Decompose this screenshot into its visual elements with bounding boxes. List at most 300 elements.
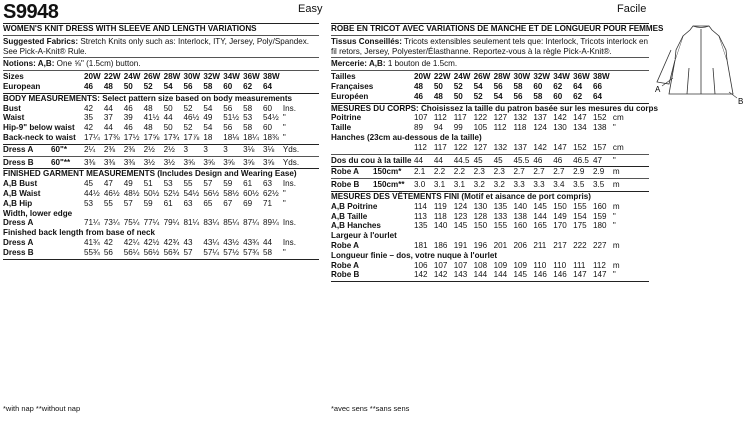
cell: 150 [473, 221, 488, 231]
cell: 46 [533, 155, 543, 165]
cell: 50 [163, 103, 173, 113]
cell: 2.3 [493, 167, 505, 177]
section-title: FINISHED GARMENT MEASUREMENTS (Includes Design and Wearing Ease) [3, 169, 297, 179]
row-values [84, 218, 283, 228]
cell: 2¼ [84, 144, 96, 154]
row-values [84, 72, 283, 82]
cell: 46½ [183, 113, 200, 123]
cell: 43 [183, 237, 193, 247]
cell: 144 [533, 211, 547, 221]
cell: 3 [203, 144, 208, 154]
cell: 142 [433, 270, 448, 280]
row-values [414, 92, 613, 102]
table-row [3, 218, 319, 228]
cell: 64 [263, 81, 273, 91]
length-label: Longueur finie – dos, votre nuque à l'ourlet [331, 250, 498, 260]
cell: 54½ [183, 188, 200, 198]
cell: 79¼ [163, 218, 180, 228]
cell: 50 [433, 81, 443, 91]
cell: 3 [223, 144, 228, 154]
cell: 3⅜ [123, 157, 136, 167]
section-title: ROBE EN TRICOT AVEC VARIATIONS DE MANCHE ET DE LONGUEUR POUR FEMMES [331, 24, 664, 33]
europeen-row [331, 92, 649, 102]
cell: 61 [163, 198, 173, 208]
row-label: Taille [331, 123, 352, 133]
cell: 145 [453, 221, 468, 231]
difficulty-fr: Facile [617, 3, 647, 15]
rule [3, 156, 319, 157]
table-row [3, 179, 319, 189]
cell: 56¾ [163, 247, 180, 257]
cell: 58½ [223, 188, 239, 198]
cell: 160 [593, 201, 607, 211]
cell: 52 [183, 103, 193, 113]
cell: 3.5 [573, 180, 585, 190]
cell: 134 [573, 123, 587, 133]
cell: 3.3 [513, 180, 525, 190]
unit: m [612, 180, 620, 190]
cell: 122 [453, 142, 468, 152]
cell: 58 [203, 81, 213, 91]
cell: 3 [183, 144, 188, 154]
row-values [414, 261, 613, 271]
table-row [3, 199, 319, 209]
unit: Ins. [282, 218, 296, 228]
cell: 118 [513, 123, 527, 133]
table-row [3, 113, 319, 123]
cell: 147 [553, 142, 567, 152]
rule [3, 57, 319, 58]
row-values [414, 113, 613, 123]
cell: 44.5 [453, 155, 470, 165]
unit: Ins. [282, 237, 296, 247]
cell: 3⅝ [203, 157, 215, 167]
cell: 54½ [263, 113, 279, 123]
cell: 2⅜ [123, 144, 136, 154]
cell: 3⅛ [263, 144, 275, 154]
row-label: Robe B [331, 270, 360, 280]
cell: 46 [553, 155, 563, 165]
row-values [84, 238, 283, 248]
cell: 48½ [123, 188, 140, 198]
cell: 56 [493, 81, 503, 91]
cell: 42½ [143, 237, 160, 247]
cell: 44 [433, 155, 443, 165]
cell: 45 [473, 155, 483, 165]
cell: 46 [84, 81, 94, 91]
row-label: A,B Poitrine [331, 201, 378, 211]
diagram-label-b: B [738, 97, 744, 106]
garment-back-view-diagram [653, 20, 749, 108]
cell: 142 [553, 113, 567, 123]
width-label: Width, lower edge [3, 208, 73, 218]
cell: 22W [103, 72, 121, 82]
table-row [331, 270, 649, 280]
cell: 50 [123, 81, 133, 91]
cell: 46½ [103, 188, 120, 198]
cell: 60 [553, 91, 563, 101]
table-row [3, 238, 319, 248]
rule [331, 35, 649, 36]
french-column [331, 22, 664, 282]
fabric-width: 150cm* [373, 167, 402, 177]
row-values [414, 270, 613, 280]
cell: 58 [513, 81, 523, 91]
cell: 53 [84, 198, 94, 208]
cell: 3⅝ [263, 157, 275, 167]
row-values [84, 189, 283, 199]
fabrics-text: Stretch Knits only such as: Interlock, ITY, Jersey, Poly/Spandex. See Pick-A-Knit® Rule. [3, 36, 310, 56]
cell: 2.7 [513, 167, 525, 177]
table-row [331, 241, 649, 251]
table-row [331, 221, 649, 231]
cell: 42¼ [123, 237, 140, 247]
cell: 137 [513, 142, 527, 152]
cell: 50 [453, 91, 463, 101]
cell: 44½ [84, 188, 100, 198]
cell: 2⅜ [103, 144, 116, 154]
cell: 56 [223, 123, 233, 133]
cell: 155 [573, 201, 587, 211]
cell: 57 [123, 198, 133, 208]
row-label: A,B Bust [3, 179, 38, 189]
cell: 157 [593, 142, 607, 152]
width-label: Largeur à l'ourlet [331, 231, 397, 241]
tailles-row [331, 72, 649, 82]
cell: 150 [553, 201, 567, 211]
cell: 71 [263, 198, 273, 208]
table-row [331, 180, 649, 190]
cell: 17⅜ [103, 132, 120, 142]
cell: 3⅜ [84, 157, 96, 167]
cell: 201 [493, 240, 508, 250]
cell: 2.1 [414, 167, 426, 177]
cell: 64 [593, 91, 603, 101]
cell: 60 [223, 81, 233, 91]
cell: 43¼ [203, 237, 220, 247]
unit: " [612, 123, 616, 133]
row-label: A,B Taille [331, 211, 368, 221]
cell: 130 [553, 123, 567, 133]
cell: 109 [513, 260, 527, 270]
unit: Yds. [282, 144, 300, 154]
cell: 44 [263, 237, 273, 247]
unit: " [282, 247, 286, 257]
cell: 28W [163, 72, 181, 82]
rule [331, 178, 649, 179]
unit: " [612, 221, 616, 231]
cell: 55 [103, 198, 113, 208]
row-label: European [3, 81, 41, 91]
cell: 2½ [143, 144, 155, 154]
cell: 110 [533, 260, 547, 270]
cell: 159 [593, 211, 607, 221]
table-row [331, 167, 649, 177]
row-values [84, 82, 283, 92]
cell: 46 [123, 103, 133, 113]
cell: 42 [103, 237, 113, 247]
cell: 127 [493, 113, 508, 123]
cell: 106 [414, 260, 428, 270]
cell: 50 [163, 123, 173, 133]
diagram-label-a: A [655, 85, 661, 94]
cell: 60 [533, 81, 543, 91]
cell: 217 [553, 240, 567, 250]
cell: 44 [163, 113, 173, 123]
row-values [84, 248, 283, 258]
unit: " [282, 188, 286, 198]
notions [3, 59, 319, 69]
cell: 58 [243, 123, 253, 133]
cell: 145 [513, 270, 527, 280]
cell: 113 [414, 211, 427, 221]
table-row [3, 158, 319, 168]
cell: 2.7 [553, 167, 565, 177]
cell: 41½ [143, 113, 160, 123]
cell: 30W [513, 72, 531, 82]
cell: 227 [593, 240, 607, 250]
cell: 3⅝ [183, 157, 195, 167]
cell: 38W [263, 72, 280, 82]
cell: 32W [533, 72, 550, 82]
cell: 143 [453, 270, 468, 280]
row-values [84, 179, 283, 189]
cell: 105 [473, 123, 488, 133]
cell: 3.2 [493, 180, 505, 190]
length-label: Finished back length from base of neck [3, 228, 156, 238]
cell: 112 [593, 260, 606, 270]
cell: 118 [433, 211, 447, 221]
cell: 3.4 [553, 180, 565, 190]
cell: 46 [414, 91, 424, 101]
row-values [84, 133, 283, 143]
row-label: A,B Hip [3, 198, 33, 208]
table-row [3, 123, 319, 133]
table-row [3, 189, 319, 199]
unit: " [282, 123, 286, 133]
rule [3, 259, 319, 260]
cell: 17¾ [163, 132, 180, 142]
cell: 46 [123, 123, 133, 133]
cell: 18⅜ [263, 132, 279, 142]
cell: 56 [223, 103, 233, 113]
cell: 144 [493, 270, 508, 280]
row-label: Back-neck to waist [3, 132, 76, 142]
row-label: Dos du cou à la taille [331, 155, 412, 165]
table-row [3, 104, 319, 114]
table-row [331, 123, 649, 133]
cell: 69 [243, 198, 253, 208]
cell: 48 [143, 103, 153, 113]
fabrics-label: Suggested Fabrics: [3, 36, 79, 46]
cell: 35 [84, 113, 94, 123]
fabrics-label: Tissus Conseillés: [331, 36, 402, 46]
cell: 57 [183, 247, 193, 257]
cell: 60 [263, 103, 273, 113]
fabric-width: 150cm** [373, 180, 405, 190]
cell: 146 [533, 270, 547, 280]
cell: 60 [263, 123, 273, 133]
cell: 57 [203, 179, 213, 189]
european-row [3, 82, 319, 92]
cell: 43¾ [243, 237, 259, 247]
row-label: Robe B [331, 180, 360, 190]
cell: 2½ [163, 144, 175, 154]
cell: 62 [243, 81, 253, 91]
cell: 89 [414, 123, 424, 133]
cell: 3½ [143, 157, 155, 167]
cell: 138 [513, 211, 527, 221]
cell: 81¼ [183, 218, 200, 228]
cell: 45 [84, 179, 94, 189]
pattern-number: S9948 [3, 1, 59, 23]
unit: Yds. [282, 157, 300, 167]
cell: 20W [84, 72, 101, 82]
cell: 48 [414, 81, 424, 91]
cell: 110 [553, 260, 567, 270]
table-row [3, 133, 319, 143]
cell: 2.2 [433, 167, 446, 177]
row-label: Dress A [3, 237, 34, 247]
cell: 2.2 [453, 167, 466, 177]
cell: 2.9 [593, 167, 605, 177]
cell: 59 [223, 179, 233, 189]
cell: 3½ [163, 157, 175, 167]
cell: 48 [433, 91, 443, 101]
cell: 17¼ [84, 132, 100, 142]
cell: 152 [593, 113, 607, 123]
row-values [414, 180, 613, 190]
cell: 3.2 [473, 180, 485, 190]
cell: 133 [493, 211, 508, 221]
unit: " [282, 198, 286, 208]
cell: 191 [453, 240, 468, 250]
cell: 58 [263, 247, 273, 257]
notions-label: Notions: A,B: [3, 59, 55, 69]
unit: " [612, 270, 616, 280]
row-label: Tailles [331, 72, 356, 82]
cell: 47 [103, 179, 113, 189]
table-row [3, 145, 319, 155]
row-label: Waist [3, 113, 25, 123]
cell: 59 [143, 198, 153, 208]
cell: 48 [143, 123, 153, 133]
cell: 124 [533, 123, 547, 133]
cell: 56¼ [123, 247, 140, 257]
cell: 42 [84, 103, 94, 113]
cell: 117 [433, 142, 447, 152]
unit: m [612, 260, 620, 270]
row-values [84, 199, 283, 209]
row-label: Dress B [3, 247, 34, 257]
cell: 165 [533, 221, 547, 231]
table-row [331, 212, 649, 222]
unit: cm [612, 113, 624, 123]
rule [331, 281, 649, 282]
cell: 75¼ [123, 218, 140, 228]
cell: 83¼ [203, 218, 220, 228]
cell: 111 [573, 260, 586, 270]
fabric-width: 60"* [51, 144, 67, 154]
cell: 112 [414, 142, 427, 152]
difficulty-en: Easy [298, 3, 323, 15]
cell: 37 [103, 113, 113, 123]
cell: 45.5 [513, 155, 530, 165]
cell: 32W [203, 72, 220, 82]
cell: 147 [573, 270, 587, 280]
notions-text: 1 bouton de 1.5cm. [385, 59, 458, 69]
cell: 24W [123, 72, 141, 82]
cell: 49 [123, 179, 133, 189]
unit: cm [612, 142, 624, 152]
cell: 42¾ [163, 237, 180, 247]
cell: 196 [473, 240, 488, 250]
cell: 77¼ [143, 218, 160, 228]
cell: 48 [103, 81, 113, 91]
row-values [84, 158, 283, 168]
rule [331, 154, 649, 155]
unit: " [282, 132, 286, 142]
cell: 54 [473, 81, 483, 91]
fabrics-text: Tricots extensibles seulement tels que: Interlock, Tricots interlock en fil retors, Jersey, Polyester/Élasthanne. Reportez-vous à la règle Pick-A-Knit®. [331, 36, 649, 56]
cell: 87¼ [243, 218, 259, 228]
notions-label: Mercerie: A,B: [331, 59, 386, 69]
cell: 154 [573, 211, 587, 221]
cell: 56 [183, 81, 193, 91]
notions-text: One ⅝" (1.5cm) button. [54, 59, 141, 69]
cell: 124 [453, 201, 468, 211]
unit: Ins. [282, 179, 296, 189]
cell: 140 [513, 201, 527, 211]
row-label: Robe A [331, 167, 360, 177]
cell: 3⅜ [103, 157, 116, 167]
cell: 50½ [143, 188, 160, 198]
cell: 18⅛ [223, 132, 239, 142]
row-label: Européen [331, 91, 369, 101]
row-label: Hip-9" below waist [3, 123, 75, 133]
cell: 52 [453, 81, 463, 91]
cell: 36W [243, 72, 260, 82]
cell: 67 [223, 198, 233, 208]
cell: 55¾ [84, 247, 100, 257]
cell: 2.3 [473, 167, 485, 177]
cell: 44 [414, 155, 424, 165]
footnote-fr: *avec sens **sans sens [331, 404, 410, 413]
cell: 160 [513, 221, 527, 231]
cell: 18 [203, 132, 213, 142]
cell: 30W [183, 72, 201, 82]
cell: 181 [414, 240, 428, 250]
cell: 128 [473, 211, 488, 221]
row-values [414, 167, 613, 177]
cell: 66 [593, 81, 603, 91]
cell: 18¼ [243, 132, 259, 142]
cell: 149 [553, 211, 567, 221]
rule [3, 35, 319, 36]
unit: m [612, 167, 620, 177]
cell: 3.0 [414, 180, 426, 190]
cell: 73¼ [103, 218, 120, 228]
cell: 117 [453, 113, 467, 123]
cell: 39 [123, 113, 133, 123]
row-label: Poitrine [331, 113, 362, 123]
cell: 107 [453, 260, 468, 270]
neck-row [331, 156, 649, 166]
cell: 64 [573, 81, 583, 91]
cell: 44 [103, 123, 113, 133]
cell: 175 [573, 221, 587, 231]
section-title: WOMEN'S KNIT DRESS WITH SLEEVE AND LENGTH VARIATIONS [3, 24, 257, 33]
